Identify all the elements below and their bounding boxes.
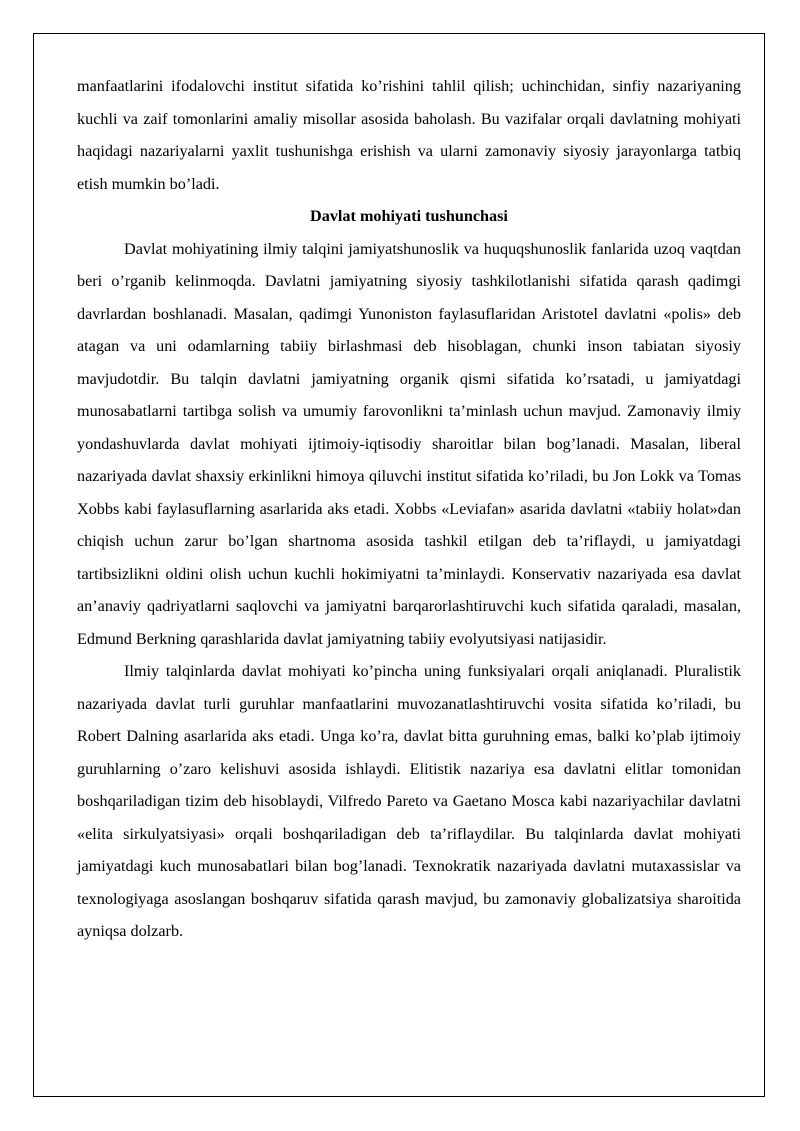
- document-body: [77, 70, 741, 948]
- body-paragraph: Davlat mohiyatining ilmiy talqini jamiyatshunoslik va huquqshunoslik fanlarida uzoq vaqtdan beri o’rganib kelinmoqda. Davlatni jamiyatning siyosiy tashkilotlanishi sifatida qarash qadimgi davrlardan boshlanadi. Masalan, qadimgi Yunoniston faylasuflaridan Aristotel davlatni «polis» deb atagan va uni odamlarning tabiiy birlashmasi deb hisoblagan, chunki inson tabiatan siyosiy mavjudotdir. Bu talqin davlatni jamiyatning organik qismi sifatida ko’rsatadi, u jamiyatdagi munosabatlarni tartibga solish va umumiy farovonlikni ta’minlash uchun mavjud. Zamonaviy ilmiy yondashuvlarda davlat mohiyati ijtimoiy-iqtisodiy sharoitlar bilan bog’lanadi. Masalan, liberal nazariyada davlat shaxsiy erkinlikni himoya qiluvchi institut sifatida ko’riladi, bu Jon Lokk va Tomas Xobbs kabi faylasuflarning asarlarida aks etadi. Xobbs «Leviafan» asarida davlatni «tabiiy holat»dan chiqish uchun zarur bo’lgan shartnoma asosida tashkil etilgan deb ta’riflaydi, u jamiyatdagi tartibsizlikni oldini olish uchun kuchli hokimiyatni ta’minlaydi. Konservativ nazariyada esa davlat an’anaviy qadriyatlarni saqlovchi va jamiyatni barqarorlashtiruvchi kuch sifatida qaraladi, masalan, Edmund Berkning qarashlarida davlat jamiyatning tabiiy evolyutsiyasi natijasidir.: [77, 239, 741, 648]
- body-paragraph: Ilmiy talqinlarda davlat mohiyati ko’pincha uning funksiyalari orqali aniqlanadi. Pluralistik nazariyada davlat turli guruhlar manfaatlarini muvozanatlashtiruvchi vosita sifatida ko’riladi, bu Robert Dalning asarlarida aks etadi. Unga ko’ra, davlat bitta guruhning emas, balki ko’plab ijtimoiy guruhlarning o’zaro kelishuvi asosida ishlaydi. Elitistik nazariya esa davlatni elitlar tomonidan boshqariladigan tizim deb hisoblaydi, Vilfredo Pareto va Gaetano Mosca kabi nazariyachilar davlatni «elita sirkulyatsiyasi» orqali boshqariladigan deb ta’riflaydilar. Bu talqinlarda davlat mohiyati jamiyatdagi kuch munosabatlari bilan bog’lanadi. Texnokratik nazariyada davlatni mutaxassislar va texnologiyaga asoslangan boshqaruv sifatida qarash mavjud, bu zamonaviy globalizatsiya sharoitida ayniqsa dolzarb.: [77, 662, 741, 940]
- intro-paragraph: manfaatlarini ifodalovchi institut sifatida ko’rishini tahlil qilish; uchinchidan, sinfiy nazariyaning kuchli va zaif tomonlarini amaliy misollar asosida baholash. Bu vazifalar orqali davlatning mohiyati haqidagi nazariyalarni yaxlit tushunishga erishish va ularni zamonaviy siyosiy jarayonlarga tatbiq etish mumkin bo’ladi.: [77, 77, 741, 193]
- section-heading: Davlat mohiyati tushunchasi: [310, 207, 508, 225]
